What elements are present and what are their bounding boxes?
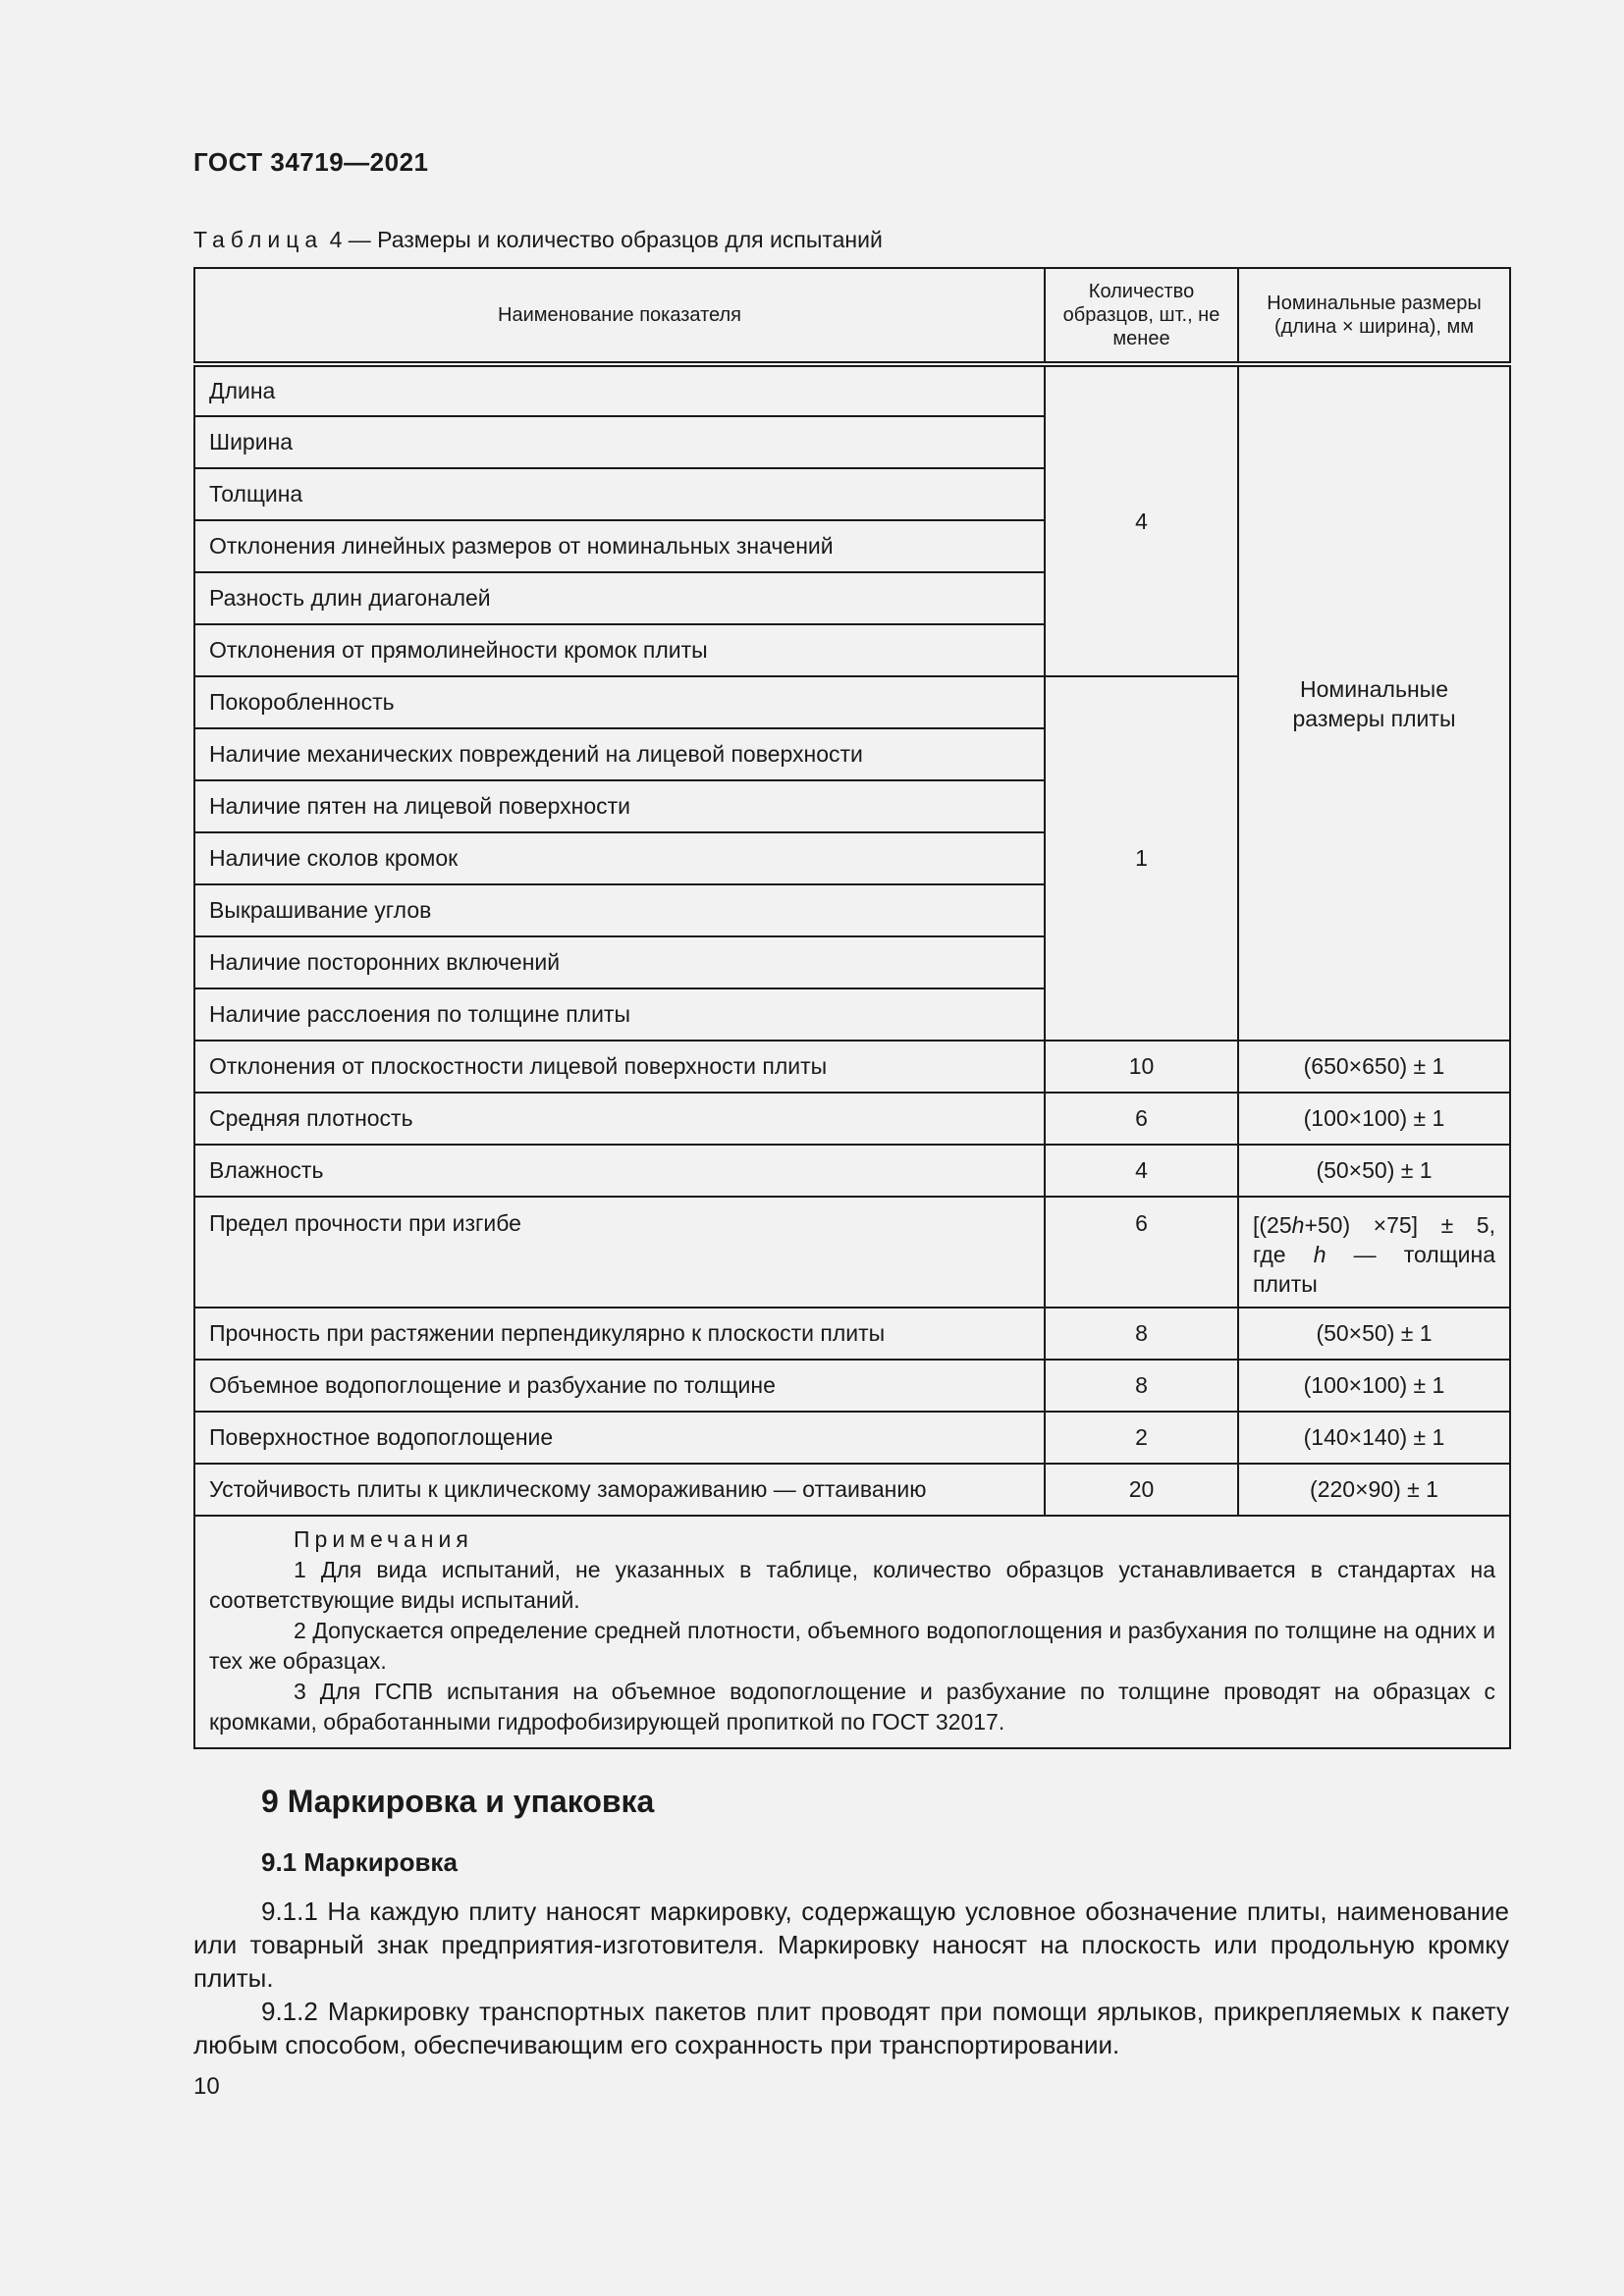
row-name: Наличие сколов кромок: [194, 832, 1045, 884]
notes-row: [194, 1516, 1510, 1748]
row-count: 6: [1045, 1197, 1238, 1308]
paragraph-9-1-1: 9.1.1 На каждую плиту наносят маркировку, содержащую условное обозначение плиты, наименование или товарный знак предприятия-изготовителя. Маркировку наносят на плоскость или продольную кромку плиты.: [193, 1896, 1509, 1993]
row-name: Отклонения линейных размеров от номинальных значений: [194, 520, 1045, 572]
row-dims: (100×100) ± 1: [1238, 1093, 1510, 1145]
row-name: Наличие посторонних включений: [194, 936, 1045, 988]
table-row: [194, 1360, 1510, 1412]
samples-table: [193, 267, 1511, 1749]
row-dims: (50×50) ± 1: [1238, 1145, 1510, 1197]
row-count: 10: [1045, 1041, 1238, 1093]
row-count: 8: [1045, 1308, 1238, 1360]
row-name: Устойчивость плиты к циклическому замораживанию — оттаиванию: [194, 1464, 1045, 1516]
subsection-heading-9-1: 9.1 Маркировка: [261, 1847, 458, 1877]
header-count: Количество образцов, шт., не менее: [1045, 268, 1238, 364]
row-count: 4: [1045, 1145, 1238, 1197]
bend-dims-line2: где h — толщина: [1253, 1242, 1495, 1267]
header-dims: Номинальные размеры (длина × ширина), мм: [1238, 268, 1510, 364]
note-item: 2 Допускается определение средней плотности, объемного водопоглощения и разбухания по толщине на одних и тех же образцах.: [209, 1618, 1495, 1674]
table-row: [194, 1041, 1510, 1093]
row-name: Отклонения от плоскостности лицевой поверхности плиты: [194, 1041, 1045, 1093]
row-name: Поверхностное водопоглощение: [194, 1412, 1045, 1464]
table-row: [194, 1145, 1510, 1197]
document-header: ГОСТ 34719—2021: [193, 147, 429, 177]
table-row: [194, 1412, 1510, 1464]
row-count: 1: [1045, 676, 1238, 1041]
table-row: [194, 1308, 1510, 1360]
row-dims: (650×650) ± 1: [1238, 1041, 1510, 1093]
row-name: Влажность: [194, 1145, 1045, 1197]
table-row: [194, 1197, 1510, 1308]
row-name: Разность длин диагоналей: [194, 572, 1045, 624]
row-dims: [1238, 1197, 1510, 1308]
row-dims: (220×90) ± 1: [1238, 1464, 1510, 1516]
row-name: Толщина: [194, 468, 1045, 520]
note-item: 1 Для вида испытаний, не указанных в таблице, количество образцов устанавливается в стандартах на соответствующие виды испытаний.: [209, 1557, 1495, 1613]
row-name: Длина: [194, 364, 1045, 416]
page-number: 10: [193, 2073, 220, 2100]
row-dims: (140×140) ± 1: [1238, 1412, 1510, 1464]
notes-title: Примечания: [294, 1526, 473, 1552]
body-text: [193, 1895, 1509, 2061]
row-name: Выкрашивание углов: [194, 884, 1045, 936]
row-dims: (100×100) ± 1: [1238, 1360, 1510, 1412]
row-dims: (50×50) ± 1: [1238, 1308, 1510, 1360]
table-caption-word: Таблица: [193, 227, 324, 252]
table-row: [194, 1093, 1510, 1145]
table-row: [194, 1464, 1510, 1516]
row-name: Отклонения от прямолинейности кромок плиты: [194, 624, 1045, 676]
section-heading-9: 9 Маркировка и упаковка: [261, 1784, 655, 1819]
row-name: Средняя плотность: [194, 1093, 1045, 1145]
bend-dims-line3: плиты: [1253, 1271, 1318, 1297]
row-name: Объемное водопоглощение и разбухание по толщине: [194, 1360, 1045, 1412]
row-name: Предел прочности при изгибе: [194, 1197, 1045, 1308]
row-name: Наличие расслоения по толщине плиты: [194, 988, 1045, 1041]
row-count: 2: [1045, 1412, 1238, 1464]
table-header-row: [194, 268, 1510, 364]
row-name: Прочность при растяжении перпендикулярно к плоскости плиты: [194, 1308, 1045, 1360]
row-name: Ширина: [194, 416, 1045, 468]
row-name: Наличие механических повреждений на лицевой поверхности: [194, 728, 1045, 780]
row-count: 20: [1045, 1464, 1238, 1516]
row-name: Наличие пятен на лицевой поверхности: [194, 780, 1045, 832]
table-notes: [194, 1516, 1510, 1748]
bend-dims-line1: [(25h+50) ×75] ± 5,: [1253, 1212, 1495, 1238]
row-count: 6: [1045, 1093, 1238, 1145]
paragraph-9-1-2: 9.1.2 Маркировку транспортных пакетов плит проводят при помощи ярлыков, прикрепляемых к пакету любым способом, обеспечивающим его сохранность при транспортировании.: [193, 1997, 1509, 2059]
row-count: 8: [1045, 1360, 1238, 1412]
row-name: Покоробленность: [194, 676, 1045, 728]
note-item: 3 Для ГСПВ испытания на объемное водопоглощение и разбухание по толщине проводят на образцах с кромками, обработанными гидрофобизирующей пропиткой по ГОСТ 32017.: [209, 1679, 1495, 1735]
merged-dims-cell: Номинальные размеры плиты: [1238, 364, 1510, 1041]
row-count: 4: [1045, 364, 1238, 676]
table-caption-text: 4 — Размеры и количество образцов для испытаний: [329, 227, 883, 252]
table-row: [194, 364, 1510, 416]
header-name: Наименование показателя: [194, 268, 1045, 364]
table-caption: [193, 227, 883, 253]
